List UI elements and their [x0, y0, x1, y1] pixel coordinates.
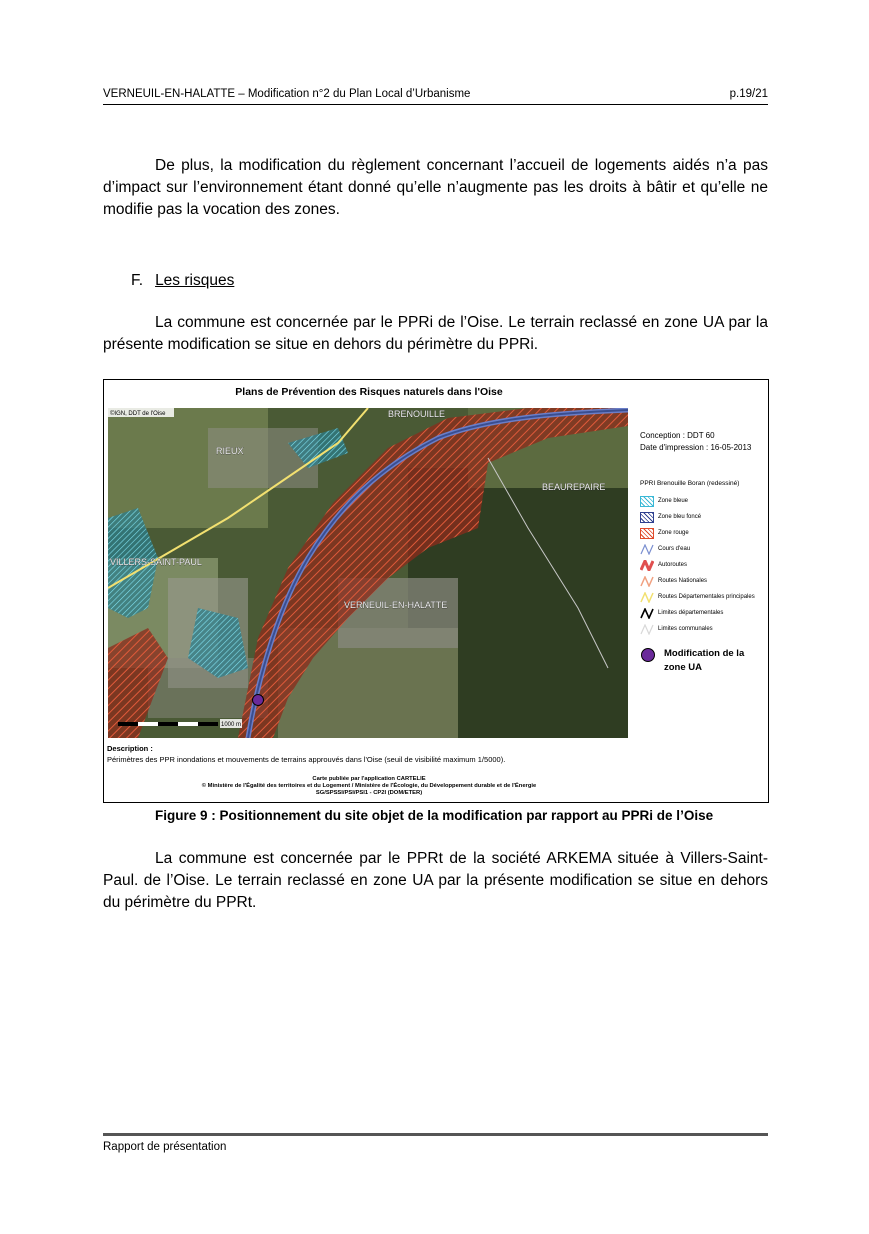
legend-item	[640, 589, 768, 605]
map-copyright: ©IGN, DDT de l'Oise	[110, 411, 166, 417]
legend-swatch-icon	[640, 544, 654, 555]
legend-item-label: Cours d'eau	[658, 546, 691, 552]
aerial-map	[108, 408, 628, 738]
footer-divider	[103, 1133, 768, 1136]
legend-item	[640, 573, 768, 589]
legend-conception: Conception : DDT 60	[640, 431, 715, 440]
legend-modification-label: Modification de la zone UA	[664, 648, 745, 673]
section-title: Les risques	[155, 272, 235, 289]
modification-dot-icon	[641, 648, 655, 662]
legend-item	[640, 493, 768, 509]
legend-modification	[640, 647, 768, 675]
page-header	[103, 88, 768, 105]
legend-swatch-icon	[640, 528, 654, 539]
ppri-map-figure	[103, 379, 769, 803]
map-graphic	[108, 408, 628, 738]
section-heading	[131, 272, 234, 290]
legend-item	[640, 557, 768, 573]
paragraph-ppri: La commune est concernée par le PPRi de l’Oise. Le terrain reclassé en zone UA par la présente modification se situe en dehors du périmètre du PPRi.	[103, 314, 768, 353]
paragraph-pprt: La commune est concernée par le PPRt de la société ARKEMA située à Villers-Saint-Paul. de l’Oise. Le terrain reclassé en zone UA par la présente modification se situe en dehors du périmètre du PPRt.	[103, 850, 768, 911]
paragraph-environment: De plus, la modification du règlement concernant l’accueil de logements aidés n’a pas d’impact sur l’environnement étant donné qu’elle n’augmente pas les droits à bâtir et qu’elle ne modifie pas la vocation des zones.	[103, 157, 768, 218]
legend-swatch-icon	[640, 608, 654, 619]
credits-line-1: Carte publiée par l'application CARTELIE	[312, 776, 426, 782]
footer-text: Rapport de présentation	[103, 1141, 227, 1153]
legend-item-label: Routes Départementales principales	[658, 594, 755, 600]
legend-item-label: Routes Nationales	[658, 578, 708, 584]
legend-item	[640, 525, 768, 541]
map-label-rieux: RIEUX	[216, 446, 244, 456]
legend-date: Date d'impression : 16-05-2013	[640, 443, 752, 452]
description-text: Périmètres des PPR inondations et mouvements de terrains approuvés dans l'Oise (seuil de visibilité maximum 1/5000).	[107, 755, 506, 764]
map-legend	[640, 430, 768, 675]
legend-swatch-icon	[640, 592, 654, 603]
legend-item	[640, 541, 768, 557]
legend-swatch-icon	[640, 512, 654, 523]
legend-item-label: Zone bleue	[658, 498, 689, 504]
section-letter: F.	[131, 272, 144, 289]
legend-item-label: Zone bleu foncé	[658, 514, 702, 520]
credits-line-2: © Ministère de l'Égalité des territoires et du Logement / Ministère de l'Écologie, du Développement durable et de l'Énergie	[201, 783, 537, 789]
legend-swatch-icon	[640, 576, 654, 587]
legend-item	[640, 621, 768, 637]
map-label-villers-saint-paul: VILLERS-SAINT-PAUL	[110, 557, 202, 567]
legend-item	[640, 509, 768, 525]
legend-item-label: Limites communales	[658, 626, 713, 632]
map-label-brenouille: BRENOUILLE	[388, 409, 446, 419]
legend-item-label: Zone rouge	[658, 530, 689, 536]
map-scale-label: 1000 m	[221, 722, 242, 728]
map-description	[107, 743, 505, 765]
figure-title: Plans de Prévention des Risques naturels dans l'Oise	[235, 386, 503, 398]
credits-line-3: SG/SPSSI/PSI/PSI1 - CP2I (DOM/ETER)	[315, 790, 423, 796]
map-label-verneuil: VERNEUIL-EN-HALATTE	[344, 600, 448, 610]
description-label: Description :	[107, 744, 153, 753]
figure-caption: Figure 9 : Positionnement du site objet de la modification par rapport au PPRi de l’Oise	[155, 808, 714, 823]
legend-swatch-icon	[640, 624, 654, 635]
modification-marker	[253, 695, 264, 706]
legend-swatch-icon	[640, 560, 654, 571]
map-credits	[104, 776, 634, 797]
legend-item	[640, 605, 768, 621]
legend-item-label: Limites départementales	[658, 610, 724, 616]
legend-items	[640, 493, 768, 637]
legend-header: PPRI Brenouille Boran (redessiné)	[640, 480, 740, 487]
page-number: p.19/21	[729, 88, 768, 100]
legend-swatch-icon	[640, 496, 654, 507]
map-label-beaurepaire: BEAUREPAIRE	[542, 482, 606, 492]
legend-item-label: Autoroutes	[658, 562, 688, 568]
header-title: VERNEUIL-EN-HALATTE – Modification n°2 du Plan Local d’Urbanisme	[103, 88, 471, 100]
